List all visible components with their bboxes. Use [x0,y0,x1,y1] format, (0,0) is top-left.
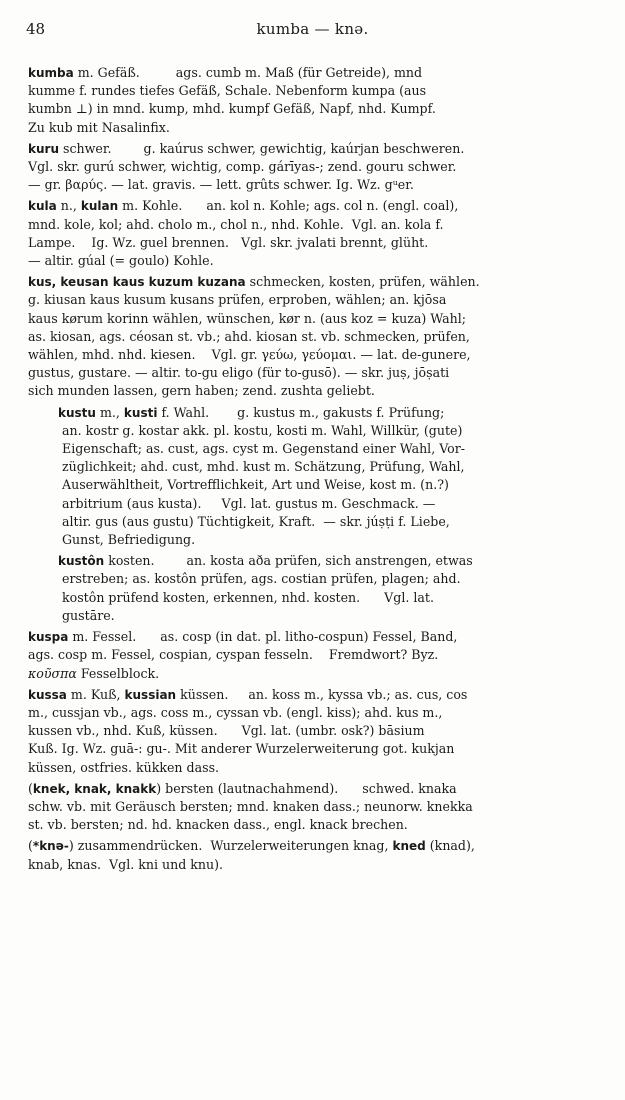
entry-line: m., cussjan vb., ags. coss m., cyssan vb. (engl. kiss); ahd. kus m., [28,704,443,720]
entry-line: kussa m. Kuß, kussian küssen. an. koss m., kyssa vb.; as. cus, cos [28,686,468,702]
entry-line: — altir. gúal (= goulo) Kohle. [28,253,214,269]
entry-line: Eigenschaft; as. cust, ags. cyst m. Gegenstand einer Wahl, Vor- [62,441,466,457]
entry-line: züglichkeit; ahd. cust, mhd. kust m. Schätzung, Prüfung, Wahl, [62,459,465,475]
entry-kuspa [28,628,606,683]
entry-line: arbitrium (aus kusta). Vgl. lat. gustus m. Geschmack. — [62,495,436,511]
entry-line: kumme f. rundes tiefes Gefäß, Schale. Nebenform kumpa (aus [28,83,427,99]
entry-line: kumbn ⊥) in mnd. kump, mhd. kumpf Gefäß, Napf, nhd. Kumpf. [28,101,436,117]
page-header [26,20,599,44]
entry-line: Auserwähltheit, Vortrefflichkeit, Art und Weise, kost m. (n.?) [62,477,449,493]
entry-kne [28,837,606,873]
entry-line: κοῦσπα Fesselblock. [28,665,160,681]
entry-line: kustôn kosten. an. kosta aða prüfen, sich anstrengen, etwas [58,553,473,569]
entry-line: (*knə-) zusammendrücken. Wurzelerweiterungen knag, kned (knad), [28,838,475,854]
entry-kula [28,197,606,270]
entry-line: Lampe. Ig. Wz. guel brennen. Vgl. skr. jvalati brennt, glüht. [28,234,429,250]
entry-line: (knek, knak, knakk) bersten (lautnachahmend). schwed. knaka [28,780,457,796]
entry-line: küssen, ostfries. kükken dass. [28,759,220,775]
entry-line: mnd. kole, kol; ahd. cholo m., chol n., nhd. Kohle. Vgl. an. kola f. [28,216,444,232]
entry-line: kuspa m. Fessel. as. cosp (in dat. pl. litho-cospun) Fessel, Band, [28,629,458,645]
entry-line: Zu kub mit Nasalinfix. [28,119,170,135]
entry-line: ags. cosp m. Fessel, cospian, cyspan fesseln. Fremdwort? Byz. [28,647,439,663]
entry-line: as. kiosan, ags. céosan st. vb.; ahd. kiosan st. vb. schmecken, prüfen, [28,328,470,344]
entry-line: kussen vb., nhd. Kuß, küssen. Vgl. lat. (umbr. osk?) bāsium [28,723,425,739]
entry-line: kuru schwer. g. kaúrus schwer, gewichtig, kaúrjan beschweren. [28,140,465,156]
entry-knek [28,780,606,835]
entry-kuru [28,140,606,195]
entry-line: kumba m. Gefäß. ags. cumb m. Maß (für Getreide), mnd [28,65,423,80]
entry-line: gustus, gustare. — altir. to-gu eligo (für to-gusō). — skr. juṣ, jōṣati [28,365,450,381]
entry-line: wählen, mhd. nhd. kiesen. Vgl. gr. γεύω, γεύομαι. — lat. de-gunere, [28,347,471,363]
entry-kuston [28,552,606,625]
entry-line: erstreben; as. kostôn prüfen, ags. costian prüfen, plagen; ahd. [62,571,461,587]
entry-line: — gr. βαρύς. — lat. gravis. — lett. grûts schwer. Ig. Wz. gᵘer. [28,177,414,193]
entry-line: Gunst, Befriedigung. [62,532,196,548]
entry-kustu [28,404,606,550]
entry-kus [28,273,606,400]
entry-kussa [28,686,606,777]
entry-line: an. kostr g. kostar akk. pl. kostu, kosti m. Wahl, Willkür, (gute) [62,422,463,438]
entry-line: kus, keusan kaus kuzum kuzana schmecken, kosten, prüfen, wählen. [28,274,480,290]
running-title: kumba — knə. [256,20,369,38]
entry-line: Kuß. Ig. Wz. guā-: gu-. Mit anderer Wurzelerweiterung got. kukjan [28,741,455,757]
page-number: 48 [26,20,46,38]
entry-line: kostôn prüfend kosten, erkennen, nhd. kosten. Vgl. lat. [62,589,434,605]
entry-line: Vgl. skr. gurú schwer, wichtig, comp. gárīyas-; zend. gouru schwer. [28,159,457,175]
entry-line: gustāre. [62,607,115,623]
entry-line: schw. vb. mit Geräusch bersten; mnd. knaken dass.; neunorw. knekka [28,798,473,814]
entry-line: altir. gus (aus gustu) Tüchtigkeit, Kraft. — skr. júṣṭi f. Liebe, [62,513,450,529]
entry-line: kaus kørum korinn wählen, wünschen, kør n. (aus koz = kuza) Wahl; [28,310,466,326]
dictionary-entries [28,64,606,877]
entry-line: kustu m., kusti f. Wahl. g. kustus m., gakusts f. Prüfung; [58,404,445,420]
entry-line: sich munden lassen, gern haben; zend. zushta geliebt. [28,383,375,399]
entry-line: knab, knas. Vgl. kni und knu). [28,856,224,872]
entry-line: kula n., kulan m. Kohle. an. kol n. Kohle; ags. col n. (engl. coal), [28,198,459,214]
entry-kumba [28,64,606,137]
entry-line: g. kiusan kaus kusum kusans prüfen, erproben, wählen; an. kjōsa [28,292,447,308]
entry-line: st. vb. bersten; nd. hd. knacken dass., engl. knack brechen. [28,817,408,833]
